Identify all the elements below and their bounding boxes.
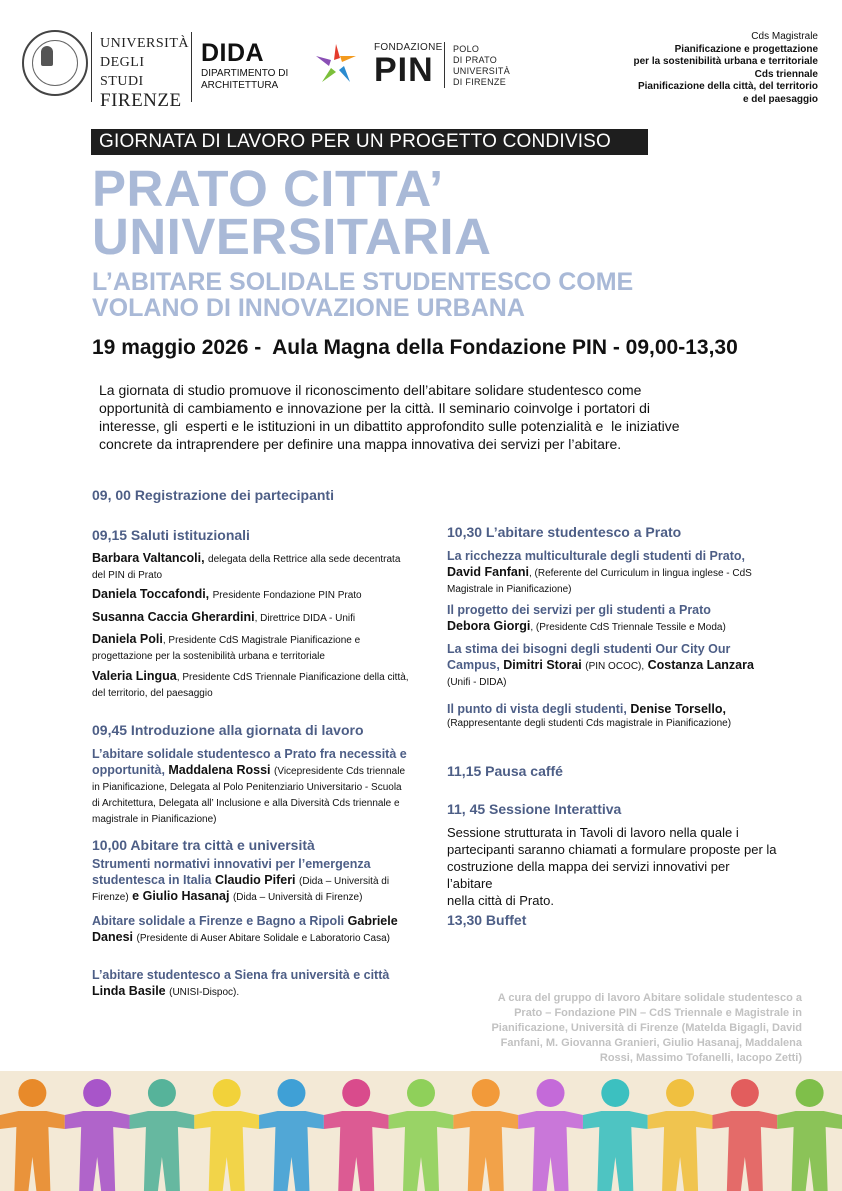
main-title-line-1: PRATO CITTA’ bbox=[92, 160, 444, 217]
speaker-role: delegata della Rettrice alla sede decentrata del PIN di Prato bbox=[92, 554, 401, 581]
conjunction: e bbox=[132, 889, 140, 903]
session-text-line: costruzione della mappa dei servizi innovativi per l’abitare bbox=[447, 859, 730, 891]
credits-line: Rossi, Massimo Tofanelli, Iacopo Zetti) bbox=[599, 1052, 802, 1064]
speaker-name: David Fanfani bbox=[447, 565, 529, 579]
header-divider bbox=[191, 32, 192, 102]
intro-line: concrete da intraprendere per definire una mappa innovativa dei servizi per l’abitare. bbox=[99, 436, 622, 452]
session-text-line: nella città di Prato. bbox=[447, 893, 554, 908]
speaker-name: Valeria Lingua bbox=[92, 669, 177, 683]
subtitle-line-1: L’ABITARE SOLIDALE STUDENTESCO COME bbox=[92, 268, 634, 296]
speaker-name: Linda Basile bbox=[92, 984, 166, 998]
talk-fanfani bbox=[447, 548, 777, 596]
main-title-line-2: UNIVERSITARIA bbox=[92, 208, 492, 265]
header-divider bbox=[444, 42, 445, 88]
speaker-affiliation: (Presidente di Auser Abitare Solidale e Laboratorio Casa) bbox=[136, 933, 390, 944]
event-banner: GIORNATA DI LAVORO PER UN PROGETTO CONDIVISO bbox=[91, 129, 648, 155]
polo-line: DI FIRENZE bbox=[453, 77, 507, 87]
intro-line: La giornata di studio promuove il riconoscimento dell’abitare solidare studentesco come bbox=[99, 382, 642, 398]
welcome-item-caccia bbox=[92, 609, 410, 625]
welcome-item-toccafondi bbox=[92, 586, 410, 602]
session-text-line: partecipanti saranno chiamati a formulare proposte per la bbox=[447, 842, 777, 857]
speaker-affiliation: (Rappresentante degli studenti Cds magistrale in Pianificazione) bbox=[447, 718, 732, 729]
registration-heading: 09, 00 Registrazione dei partecipanti bbox=[92, 487, 334, 503]
speaker-affiliation: (Unifi - DIDA) bbox=[447, 677, 507, 688]
welcome-item-valtancoli bbox=[92, 550, 410, 582]
credits-line: Fanfani, M. Giovanna Granieri, Giulio Hasanaj, Maddalena bbox=[500, 1037, 802, 1049]
courses-block bbox=[588, 31, 818, 106]
university-line-1: UNIVERSITÀ bbox=[100, 36, 189, 51]
subtitle-line-2: VOLANO DI INNOVAZIONE URBANA bbox=[92, 294, 525, 322]
talk-title: L’abitare studentesco a Siena fra università e città bbox=[92, 968, 390, 982]
cds-magistrale-label: Cds Magistrale bbox=[751, 31, 818, 42]
welcome-item-poli bbox=[92, 631, 410, 663]
intro-line: interesse, gli esperti e le istituzioni in un dibattito approfondito sulle potenzialità e le iniziative bbox=[99, 418, 680, 434]
credits-line: Prato – Fondazione PIN – CdS Triennale e Magistrale in bbox=[514, 1007, 802, 1019]
speaker-affiliation: (Dida – Università di Firenze) bbox=[232, 892, 363, 903]
university-logo-text bbox=[100, 34, 189, 111]
welcome-heading: 09,15 Saluti istituzionali bbox=[92, 527, 250, 543]
university-line-2: DEGLI STUDI bbox=[100, 55, 145, 89]
credits-line: A cura del gruppo di lavoro Abitare solidale studentesco a bbox=[497, 992, 802, 1004]
speaker-affiliation: (Dida – Università di Firenze) bbox=[92, 876, 390, 903]
speaker-role: , Presidente CdS Magistrale Pianificazione e progettazione per la sostenibilità urbana e territoriale bbox=[92, 635, 361, 662]
speaker-name: Debora Giorgi bbox=[447, 619, 531, 633]
intro-paragraph bbox=[99, 381, 739, 453]
dida-subtitle-2: ARCHITETTURA bbox=[201, 80, 279, 91]
speaker-affiliation: , (Presidente CdS Triennale Tessile e Moda) bbox=[530, 622, 726, 633]
credits-line: Pianificazione, Università di Firenze (Matelda Bigagli, David bbox=[491, 1022, 802, 1034]
intro-talk: L’abitare solidale studentesco a Prato fra necessità e opportunità, Maddalena Rossi (Vicepresidente Cds triennale in Pianificazione, Delegata al Polo Penitenziario Universitario - Scuola di Architettura, Delegata all’ Inclusione e alla Diversità Cds triennale e magistrale in Pianificazione) bbox=[92, 747, 407, 825]
talk-title: La stima dei bisogni degli studenti Our City Our Campus, bbox=[447, 642, 731, 672]
speaker-name: Daniela Poli bbox=[92, 632, 163, 646]
talk-giorgi bbox=[447, 602, 777, 634]
speaker-affiliation: , (Referente del Curriculum in lingua inglese - CdS Magistrale in Pianificazione) bbox=[447, 568, 752, 595]
dida-logo bbox=[201, 40, 288, 92]
cds-triennale-label: Cds triennale bbox=[754, 68, 818, 80]
talk-piferi-hasanaj bbox=[92, 856, 410, 904]
speaker-role: Presidente Fondazione PIN Prato bbox=[212, 590, 362, 601]
intro-line: opportunità di cambiamento e innovazione per la città. Il seminario coinvolge i portatori di bbox=[99, 400, 650, 416]
credits-block bbox=[472, 991, 802, 1066]
talk-danesi bbox=[92, 913, 410, 945]
speaker-role: , Presidente CdS Triennale Pianificazione della città, del territorio, del paesaggio bbox=[92, 672, 409, 699]
speaker-role: (Vicepresidente Cds triennale in Pianificazione, Delegata al Polo Penitenziario Universitario - Scuola di Architettura, Delegata all’ Inclusione e alla Diversità Cds triennale e magistrale in Pianificazione) bbox=[92, 766, 406, 825]
polo-line: DI PRATO bbox=[453, 55, 498, 65]
talk-title: La ricchezza multiculturale degli studenti di Prato, bbox=[447, 549, 745, 563]
talk-torsello bbox=[447, 701, 777, 730]
speaker-name: Barbara Valtancoli, bbox=[92, 551, 205, 565]
buffet: 13,30 Buffet bbox=[447, 912, 527, 928]
speaker-role: , Direttrice DIDA - Unifi bbox=[254, 613, 356, 624]
paper-doll-chain-icon bbox=[0, 1071, 842, 1191]
dida-title: DIDA bbox=[201, 39, 265, 67]
magistrale-line: Pianificazione e progettazione bbox=[674, 43, 818, 55]
city-session-heading: 10,00 Abitare tra città e università bbox=[92, 837, 315, 853]
university-line-3: FIRENZE bbox=[100, 90, 182, 111]
coffee-break: 11,15 Pausa caffé bbox=[447, 763, 563, 779]
speaker-name: Susanna Caccia Gherardini bbox=[92, 610, 255, 624]
triennale-line: e del paesaggio bbox=[742, 93, 818, 105]
speaker-name: Gabriele Danesi bbox=[92, 914, 398, 944]
pin-prefix: FONDAZIONE bbox=[374, 42, 443, 53]
speaker-affiliation: (UNISI-Dispoc). bbox=[169, 987, 240, 998]
polo-line: POLO bbox=[453, 44, 480, 54]
intro-session-heading: 09,45 Introduzione alla giornata di lavoro bbox=[92, 722, 364, 738]
speaker-name: Denise Torsello, bbox=[630, 702, 726, 716]
magistrale-line: per la sostenibilità urbana e territoriale bbox=[633, 56, 818, 67]
talk-storai-lanzara bbox=[447, 641, 777, 689]
university-seal-icon bbox=[22, 30, 88, 96]
speaker-name: Costanza Lanzara bbox=[647, 658, 754, 672]
talk-title: Strumenti normativi innovativi per l’emergenza studentesca in Italia bbox=[92, 857, 371, 887]
talk-title: Il progetto dei servizi per gli studenti a Prato bbox=[447, 603, 711, 617]
event-date-venue: 19 maggio 2026 - Aula Magna della Fondazione PIN - 09,00-13,30 bbox=[92, 336, 738, 359]
fondazione-pin-logo bbox=[374, 42, 443, 87]
polo-prato-label bbox=[453, 44, 510, 88]
triennale-line: Pianificazione della città, del territorio bbox=[637, 81, 818, 92]
interactive-session-heading: 11, 45 Sessione Interattiva bbox=[447, 801, 622, 817]
polo-line: UNIVERSITÀ bbox=[453, 66, 511, 76]
talk-title: Abitare solidale a Firenze e Bagno a Ripoli bbox=[92, 914, 345, 928]
dida-subtitle-1: DIPARTIMENTO DI bbox=[201, 68, 289, 79]
speaker-name: Giulio Hasanaj bbox=[142, 889, 230, 903]
welcome-item-lingua bbox=[92, 668, 410, 700]
talk-title: Il punto di vista degli studenti, bbox=[447, 702, 627, 716]
pin-title: PIN bbox=[374, 51, 434, 89]
speaker-name: Dimitri Storai bbox=[503, 658, 582, 672]
talk-basile bbox=[92, 967, 410, 999]
fondazione-pin-star-icon bbox=[312, 40, 360, 88]
header-divider bbox=[91, 32, 92, 102]
talk-title: L’abitare solidale studentesco a Prato fra necessità e opportunità bbox=[92, 747, 407, 777]
speaker-name: Maddalena Rossi bbox=[168, 763, 271, 777]
speaker-name: Claudio Piferi bbox=[214, 873, 296, 887]
speaker-name: Daniela Toccafondi, bbox=[92, 587, 210, 601]
prato-session-heading: 10,30 L’abitare studentesco a Prato bbox=[447, 524, 682, 540]
speaker-affiliation: (PIN OCOC), bbox=[585, 661, 645, 672]
session-text-line: Sessione strutturata in Tavoli di lavoro nella quale i bbox=[447, 825, 739, 840]
interactive-session-text bbox=[447, 824, 777, 909]
